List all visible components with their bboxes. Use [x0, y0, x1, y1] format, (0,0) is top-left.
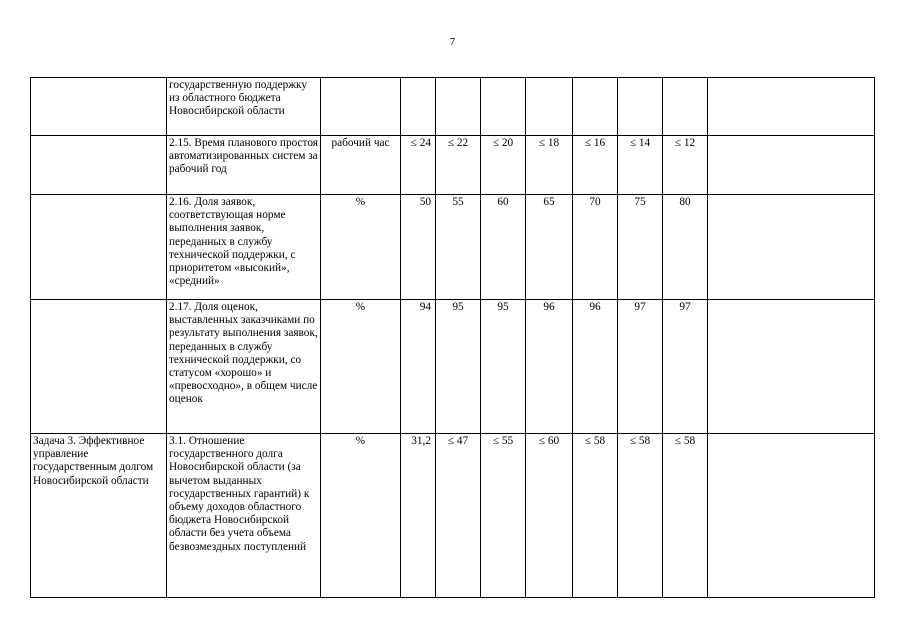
indicator-cell: 3.1. Отношение государственного долга Новосибирской области (за вычетом выданных государственных гарантий) к объему доходов областного бюджета Новосибирской области без учета объема безвозмездных поступлений	[167, 434, 321, 598]
value-cell: 96	[526, 300, 573, 434]
note-cell	[708, 434, 875, 598]
value-cell: ≤ 20	[481, 136, 526, 195]
value-cell: 95	[436, 300, 481, 434]
value-cell	[573, 78, 618, 136]
note-cell	[708, 78, 875, 136]
value-cell: 70	[573, 195, 618, 300]
page-number: 7	[449, 36, 456, 48]
value-cell: ≤ 16	[573, 136, 618, 195]
value-cell: ≤ 14	[618, 136, 663, 195]
value-cell: 60	[481, 195, 526, 300]
value-cell	[663, 78, 708, 136]
value-cell: 55	[436, 195, 481, 300]
value-cell: 95	[481, 300, 526, 434]
value-cell	[481, 78, 526, 136]
table-row	[31, 78, 875, 136]
table-row	[31, 300, 875, 434]
value-cell	[618, 78, 663, 136]
value-cell: 97	[618, 300, 663, 434]
table-row	[31, 195, 875, 300]
value-cell: ≤ 12	[663, 136, 708, 195]
indicator-cell: 2.15. Время планового простоя автоматизированных систем за рабочий год	[167, 136, 321, 195]
value-cell	[526, 78, 573, 136]
task-cell	[31, 195, 167, 300]
value-cell: 31,2	[401, 434, 436, 598]
value-cell: ≤ 60	[526, 434, 573, 598]
unit-cell: %	[321, 195, 401, 300]
value-cell: ≤ 47	[436, 434, 481, 598]
value-cell: 75	[618, 195, 663, 300]
unit-cell: рабочий час	[321, 136, 401, 195]
value-cell	[401, 78, 436, 136]
task-cell	[31, 300, 167, 434]
note-cell	[708, 195, 875, 300]
task-cell	[31, 78, 167, 136]
value-cell: 80	[663, 195, 708, 300]
indicator-cell: 2.16. Доля заявок, соответствующая норме выполнения заявок, переданных в службу технической поддержки, с приоритетом «высокий», «средний»	[167, 195, 321, 300]
table-row	[31, 136, 875, 195]
table-row	[31, 434, 875, 598]
value-cell: 94	[401, 300, 436, 434]
value-cell: 96	[573, 300, 618, 434]
value-cell: ≤ 58	[573, 434, 618, 598]
value-cell: ≤ 58	[663, 434, 708, 598]
note-cell	[708, 300, 875, 434]
indicators-table	[30, 77, 875, 598]
value-cell: ≤ 18	[526, 136, 573, 195]
unit-cell: %	[321, 434, 401, 598]
value-cell: 97	[663, 300, 708, 434]
value-cell: ≤ 58	[618, 434, 663, 598]
task-cell: Задача 3. Эффективное управление государственным долгом Новосибирской области	[31, 434, 167, 598]
value-cell: 65	[526, 195, 573, 300]
value-cell	[436, 78, 481, 136]
indicator-cell: государственную поддержку из областного бюджета Новосибирской области	[167, 78, 321, 136]
note-cell	[708, 136, 875, 195]
indicator-cell: 2.17. Доля оценок, выставленных заказчиками по результату выполнения заявок, переданных в службу технической поддержки, со статусом «хорошо» и «превосходно», в общем числе оценок	[167, 300, 321, 434]
value-cell: ≤ 22	[436, 136, 481, 195]
value-cell: ≤ 55	[481, 434, 526, 598]
task-cell	[31, 136, 167, 195]
unit-cell: %	[321, 300, 401, 434]
value-cell: ≤ 24	[401, 136, 436, 195]
value-cell: 50	[401, 195, 436, 300]
unit-cell	[321, 78, 401, 136]
